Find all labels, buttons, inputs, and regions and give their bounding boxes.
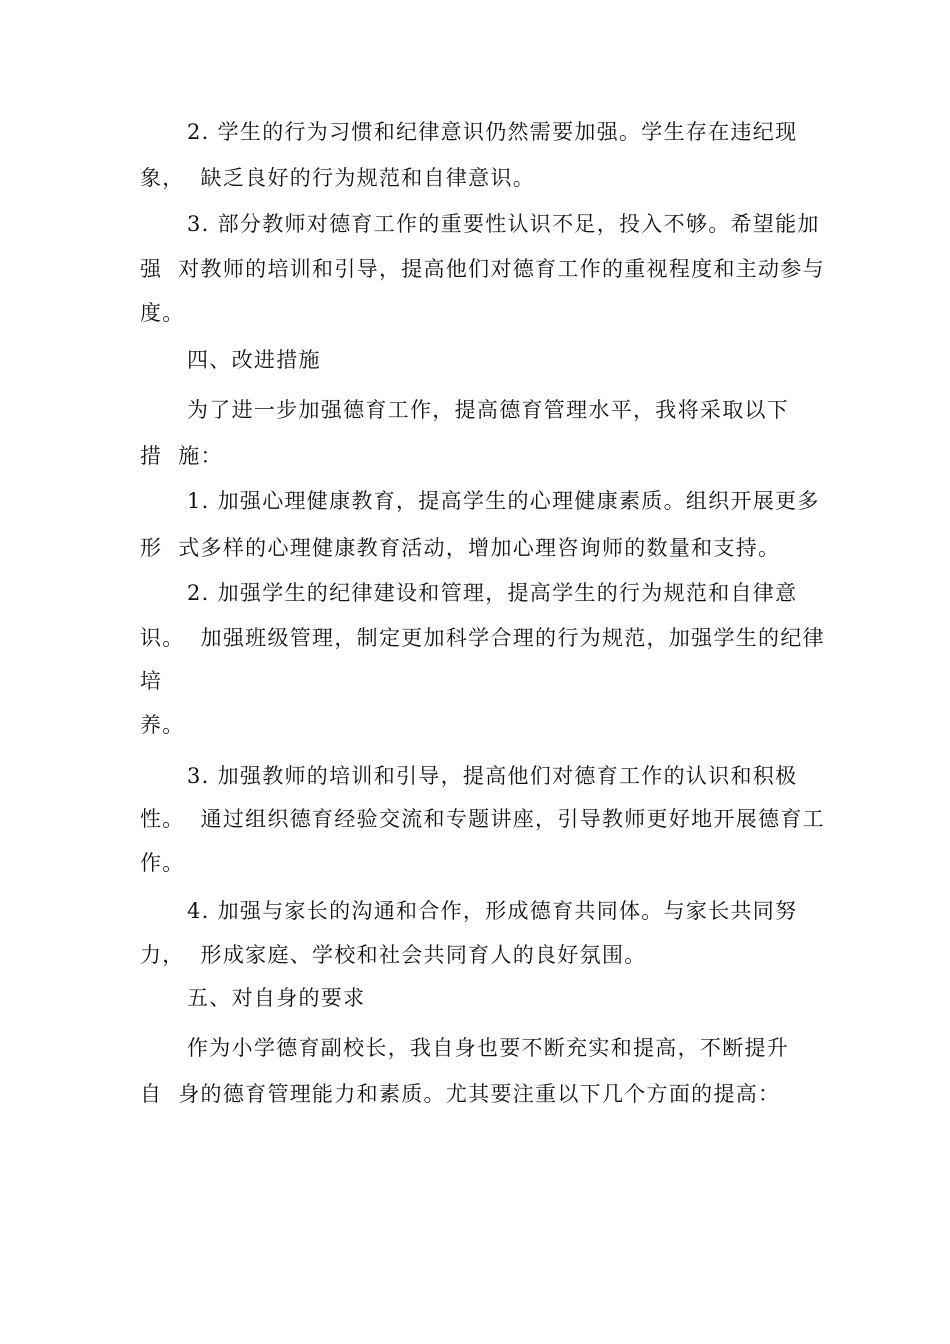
text-line: 形 式多样的心理健康教育活动，增加心理咨询师的数量和支持。 — [140, 536, 781, 560]
text-line: 象， 缺乏良好的行为规范和自律意识。 — [140, 166, 536, 190]
text-line: 养。 — [140, 713, 185, 737]
text-line: 自 身的德育管理能力和素质。尤其要注重以下几个方面的提高： — [140, 1082, 781, 1106]
text-line: 培 — [140, 669, 163, 693]
text-line: 强 对教师的培训和引导，提高他们对德育工作的重视程度和主动参与 — [140, 257, 825, 281]
section-heading: 五、对自身的要求 — [187, 986, 366, 1010]
text-line: 作为小学德育副校长，我自身也要不断充实和提高，不断提升 — [187, 1036, 790, 1060]
text-line: 3. 加强教师的培训和引导，提高他们对德育工作的认识和积极 — [187, 764, 798, 788]
text-line: 识。 加强班级管理，制定更加科学合理的行为规范，加强学生的纪律 — [140, 626, 825, 650]
text-line: 性。 通过组织德育经验交流和专题讲座，引导教师更好地开展德育工 — [140, 807, 825, 831]
text-line: 力， 形成家庭、学校和社会共同育人的良好氛围。 — [140, 943, 647, 967]
text-line: 2. 学生的行为习惯和纪律意识仍然需要加强。学生存在违纪现 — [187, 120, 798, 144]
text-line: 1. 加强心理健康教育，提高学生的心理健康素质。组织开展更多 — [187, 489, 820, 513]
section-heading: 四、改进措施 — [187, 348, 321, 372]
text-line: 措 施： — [140, 444, 223, 468]
text-line: 作。 — [140, 851, 185, 875]
text-line: 度。 — [140, 301, 185, 325]
text-line: 3. 部分教师对德育工作的重要性认识不足，投入不够。希望能加 — [187, 212, 820, 236]
text-line: 2. 加强学生的纪律建设和管理，提高学生的行为规范和自律意 — [187, 581, 798, 605]
text-line: 为了进一步加强德育工作，提高德育管理水平，我将采取以下 — [187, 398, 790, 422]
text-line: 4. 加强与家长的沟通和合作，形成德育共同体。与家长共同努 — [187, 899, 798, 923]
